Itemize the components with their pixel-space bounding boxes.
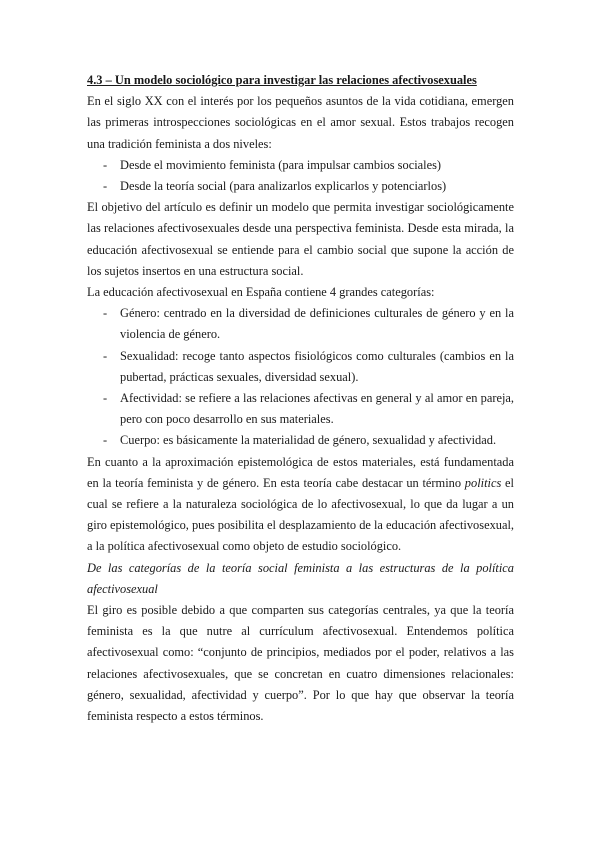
list-item	[87, 430, 514, 451]
dash-bullet: -	[103, 348, 108, 363]
levels-list	[87, 155, 514, 197]
paragraph-intro: En el siglo XX con el interés por los pequeños asuntos de la vida cotidiana, emergen las primeras introspecciones sociológicas en el amor sexual. Estos trabajos recogen una tradición feminista a dos niveles:	[87, 94, 514, 151]
politics-term: politics	[464, 475, 502, 490]
section-heading: 4.3 – Un modelo sociológico para investigar las relaciones afectivosexuales	[87, 73, 477, 87]
list-item-text: Género: centrado en la diversidad de definiciones culturales de género y en la violencia de género.	[120, 306, 514, 342]
paragraph-text: el cual se refiere a la naturaleza sociológica de lo afectivosexual, lo que da lugar a un giro epistemológico, pues posibilita el desplazamiento de la educación afectivosexual, a la política afectivosexual como objeto de estudio sociológico.	[87, 475, 514, 554]
dash-bullet: -	[103, 306, 108, 321]
list-item-text: Sexualidad: recoge tanto aspectos fisiológicos como culturales (cambios en la pubertad, prácticas sexuales, diversidad sexual).	[120, 348, 514, 384]
list-item	[87, 155, 514, 176]
dash-bullet: -	[103, 157, 108, 172]
subsection-heading: De las categorías de la teoría social feminista a las estructuras de la política afectivosexual	[87, 560, 514, 596]
list-item-text: Desde la teoría social (para analizarlos explicarlos y potenciarlos)	[120, 179, 447, 194]
list-item	[87, 346, 514, 388]
categories-list	[87, 303, 514, 451]
dash-bullet: -	[103, 433, 108, 448]
dash-bullet: -	[103, 391, 108, 406]
list-item	[87, 176, 514, 197]
dash-bullet: -	[103, 179, 108, 194]
list-item-text: Cuerpo: es básicamente la materialidad de género, sexualidad y afectividad.	[120, 433, 497, 448]
list-item	[87, 303, 514, 345]
document-body	[87, 70, 514, 727]
paragraph-categories-intro: La educación afectivosexual en España contiene 4 grandes categorías:	[87, 285, 435, 300]
list-item	[87, 388, 514, 430]
paragraph-definition: El giro es posible debido a que comparten sus categorías centrales, ya que la teoría feminista es la que nutre al currículum afectivosexual. Entendemos política afectivosexual como: “conjunto de principios, mediados por el poder, relativos a las relaciones afectivosexuales, que se concretan en cuatro dimensiones relacionales: género, sexualidad, afectividad y cuerpo”. Por lo que hay que observar la teoría feminista respecto a estos términos.	[87, 603, 514, 724]
paragraph-objective: El objetivo del artículo es definir un modelo que permita investigar sociológicamente las relaciones afectivosexuales desde una perspectiva feminista. Desde esta mirada, la educación afectivosexual se entiende para el cambio social que supone la acción de los sujetos insertos en una estructura social.	[87, 200, 514, 278]
list-item-text: Desde el movimiento feminista (para impulsar cambios sociales)	[120, 157, 442, 172]
paragraph-text: En cuanto a la aproximación epistemológica de estos materiales, está fundamentada en la teoría feminista y de género. En esta teoría cabe destacar un término	[87, 454, 514, 490]
paragraph-epistemology	[87, 452, 514, 558]
list-item-text: Afectividad: se refiere a las relaciones afectivas en general y al amor en pareja, pero con poco desarrollo en sus materiales.	[120, 391, 514, 427]
